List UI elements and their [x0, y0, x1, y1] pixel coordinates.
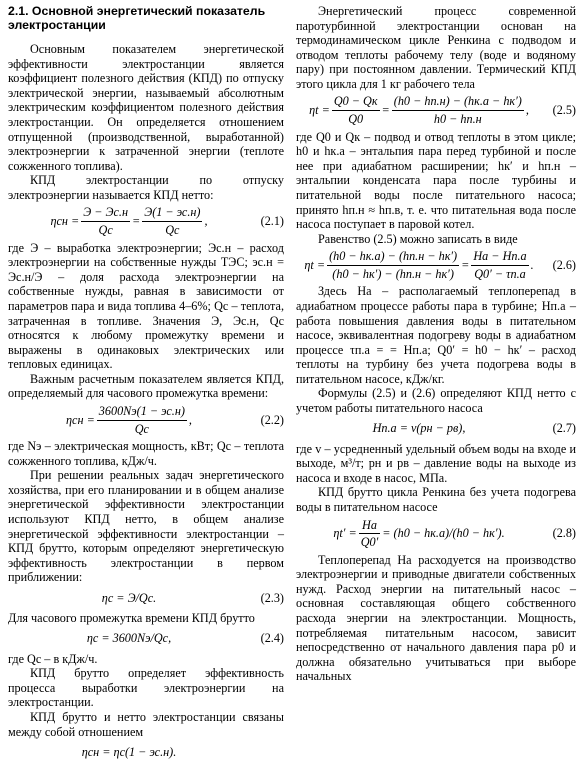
- eq-body: ηс = Э/Qс.: [101, 590, 157, 605]
- fraction: [327, 249, 459, 281]
- fraction: [392, 94, 524, 126]
- left-column: [8, 4, 284, 765]
- eq-body: Hп.а = v(pн − pв),: [372, 421, 466, 436]
- paragraph: КПД электростанции по отпуску электроэнергии называется КПД нетто:: [8, 173, 284, 202]
- eq-rest: = (h0 − hк.а)/(h0 − hк′).: [382, 526, 505, 541]
- equation-number: (2.7): [552, 421, 576, 436]
- eq-lhs: ηt =: [309, 103, 330, 118]
- equation-2-3: [8, 587, 284, 609]
- equation-number: (2.8): [552, 526, 576, 541]
- denominator: h0 − hп.н: [433, 112, 482, 127]
- equation-number: (2.3): [260, 590, 284, 605]
- paragraph: Для часового промежутка времени КПД брутто: [8, 611, 255, 625]
- numerator: Hа − Hп.а: [471, 249, 528, 266]
- equation-2-8: [296, 517, 576, 551]
- denominator: Qс: [134, 421, 149, 436]
- fraction: [81, 205, 130, 237]
- paragraph: Энергетический процесс современной паротурбинной электростанции основан на термодинамическом цикле Ренкина с подводом и отводом теплоты рабочему телу (воде и водяному пару) при постоянном давлении. Термический КПД этого цикла для 1 кг рабочего тела: [296, 4, 576, 91]
- fraction: [359, 518, 381, 550]
- equation-2-5: [296, 94, 576, 128]
- eq-sign: =: [381, 103, 390, 118]
- paragraph: Равенство (2.5) можно записать в виде: [318, 231, 518, 246]
- fraction: [471, 249, 528, 281]
- paragraph: где Э – выработка электроэнергии; Эс.н – расход электроэнергии на собственные нужды ТЭС; эс.н = Эс.н/Э – доля расхода электроэнергии на собственные нужды, равная в зависимости от параметров пара и вида топлива 4–6%; Qс – теплота, затраченная в топливе. Значения Э, Эс.н, Qс относятся к любому промежутку времени и выражены в одинаковых электрических или тепловых единицах.: [8, 240, 284, 372]
- paragraph: где Nэ – электрическая мощность, кВт; Qс – теплота сожженного топлива, кДж/ч.: [8, 439, 284, 468]
- equation-2-1: [8, 205, 284, 239]
- eq-tail: ,: [188, 412, 192, 427]
- numerator: 3600Nэ(1 − эс.н): [97, 404, 187, 421]
- fraction: [332, 94, 380, 126]
- fraction: [97, 404, 187, 436]
- equation-number: (2.6): [552, 258, 576, 273]
- equation-2-2: [8, 403, 284, 437]
- denominator: Qс: [165, 223, 180, 238]
- eq-lhs: ηсн =: [50, 214, 80, 229]
- right-column: [296, 4, 576, 684]
- paragraph: Здесь Hа – располагаемый теплоперепад в адиабатном процессе работы пара в турбине; Hп.а – работа повышения давления воды в питательном насосе, эквивалентная подогреву воды в адиабатном процессе τп.а = = Hп.а; Q0′ = h0 − hк′ – расход теплоты на турбину без учета подогрева воды в питательном насосе, кДж/кг.: [296, 284, 576, 386]
- paragraph: При решении реальных задач энергетического хозяйства, при его планировании и в общем анализе энергетической эффективности электростанции используют КПД нетто, в общем анализе энергетической эффективности электростанции – КПД брутто, которым определяют энергетическую эффективность электростанции в первом приближении:: [8, 468, 284, 585]
- eq-lhs: ηt =: [304, 258, 326, 273]
- eq-body: ηсн = ηс(1 − эс.н).: [81, 744, 177, 759]
- denominator: (h0 − hк′) − (hп.н − hк′): [332, 266, 454, 281]
- equation-unnumbered: [8, 741, 284, 763]
- paragraph: Формулы (2.5) и (2.6) определяют КПД нетто с учетом работы питательного насоса: [296, 386, 576, 416]
- paragraph: где v – усредненный удельный объем воды на входе и выходе, м³/т; pн и pв – давление воды на выходе из насоса и входе в насос, МПа.: [296, 441, 576, 485]
- denominator: Q0′ − τп.а: [474, 266, 526, 281]
- numerator: Э − Эс.н: [81, 205, 130, 222]
- paragraph: Теплоперепад Hа расходуется на производство электроэнергии и приводные двигатели собственных нужд. Расход энергии на питательный насос – основная составляющая общего собственного расхода энергии на электростанции. Мощность, потребляемая питательным насосом, зависит непосредственно от начального давления пара p0 и должна обязательно учитываться при выборе начальных: [296, 552, 576, 684]
- eq-tail: .: [530, 258, 534, 273]
- paragraph: Основным показателем энергетической эффективности электростанции является коэффициент полезного действия (КПД) по отпуску электрической энергии, называемый абсолютным электрическим коэффициентом полезного действия электростанции. Он определяется отношением отпущенной (производственной, выработанной) электроэнергии к затраченной энергии (теплоте сожженного топлива).: [8, 42, 284, 173]
- eq-sign: =: [132, 214, 141, 229]
- numerator: (h0 − hп.н) − (hк.а − hк′): [392, 94, 524, 111]
- eq-tail: ,: [204, 214, 208, 229]
- paragraph: КПД брутто цикла Ренкина без учета подогрева воды в питательном насосе: [296, 485, 576, 515]
- paragraph: КПД брутто определяет эффективность процесса выработки электроэнергии на электростанции.: [8, 666, 284, 710]
- paragraph: где Qс – в кДж/ч.: [8, 651, 98, 666]
- equation-number: (2.5): [552, 103, 576, 118]
- fraction: [142, 205, 202, 237]
- eq-lhs: ηt′ =: [333, 526, 357, 541]
- equation-number: (2.4): [260, 631, 284, 646]
- denominator: Qс: [98, 223, 113, 238]
- eq-tail: ,: [525, 103, 529, 118]
- eq-body: ηс = 3600Nэ/Qс,: [86, 631, 172, 646]
- equation-2-6: [296, 248, 576, 282]
- numerator: Q0 − Qк: [332, 94, 380, 111]
- paragraph: КПД брутто и нетто электростанции связаны между собой отношением: [8, 709, 284, 739]
- equation-number: (2.1): [260, 214, 284, 229]
- section-title-line1: 2.1. Основной энергетический показатель: [8, 4, 266, 18]
- section-title-line2: электростанции: [8, 18, 106, 32]
- equation-2-4: [8, 628, 284, 650]
- paragraph: Важным расчетным показателем является КПД, определяемый для часового промежутка времени:: [8, 371, 284, 401]
- numerator: Hа: [359, 518, 381, 535]
- denominator: Q0′: [360, 535, 379, 550]
- equation-number: (2.2): [260, 412, 284, 427]
- denominator: Q0: [348, 112, 364, 127]
- numerator: (h0 − hк.а) − (hп.н − hк′): [327, 249, 459, 266]
- equation-2-7: [296, 418, 576, 440]
- eq-sign: =: [461, 258, 470, 273]
- section-title: [8, 4, 284, 32]
- eq-lhs: ηсн =: [66, 412, 95, 427]
- numerator: Э(1 − эс.н): [142, 205, 202, 222]
- paragraph: где Q0 и Qк – подвод и отвод теплоты в этом цикле; h0 и hк.а – энтальпия пара перед турбиной и после нее при адиабатном расширении; hк′ и hп.н – энтальпии конденсата пара после турбины и питательной воды после питательного насоса; принято hп.н ≈ hп.в, т. е. что питательная вода после насоса поступает в паровой котел.: [296, 129, 576, 232]
